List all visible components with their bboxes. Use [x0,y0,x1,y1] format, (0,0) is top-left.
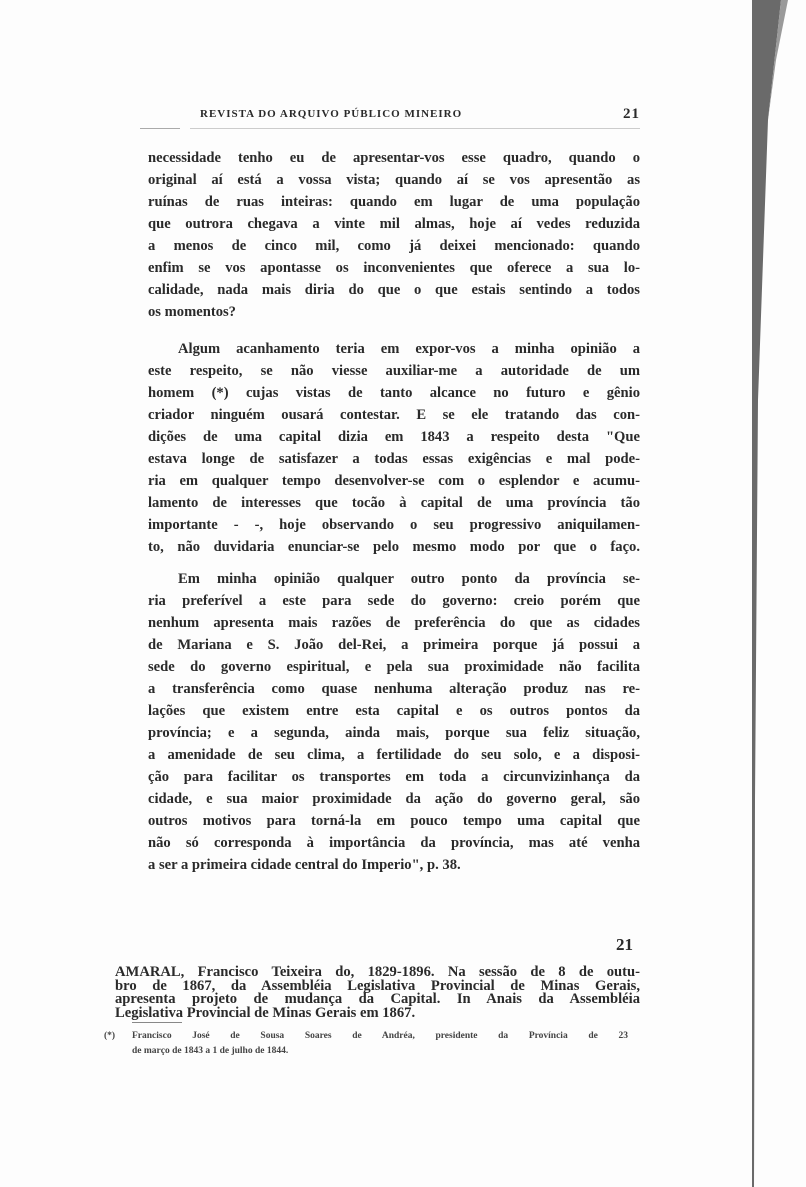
text-line: Legislativa Provincial de Minas Gerais em 1867. [115,1004,416,1021]
text-line: ria preferível a este para sede do governo: creio porém que [148,593,640,609]
footnote-mark: (*) [104,1031,116,1041]
text-line: dições de uma capital dizia em 1843 a respeito desta "Que [148,429,640,445]
text-line: enfim se vos apontasse os inconvenientes que oferece a sua lo- [148,260,640,276]
text-line: bro de 1867, da Assembléia Legislativa Provincial de Minas Gerais, [115,977,640,994]
header-rule [140,128,180,129]
text-line: província; e a segunda, ainda mais, porque sua feliz situação, [148,725,640,741]
page-number: 21 [623,106,640,122]
reference-entry [115,966,640,1020]
paragraph-2 [148,338,640,558]
text-line: ruínas de ruas inteiras: quando em lugar de uma população [148,194,640,210]
text-line: lações que existem entre esta capital e os outros pontos da [148,703,640,719]
footnote-rule [132,1022,182,1023]
header-rule [190,128,640,129]
text-line: a transferência como quase nenhuma alteração produz nas re- [148,681,640,697]
text-line: Em minha opinião qualquer outro ponto da província se- [178,571,640,587]
book-binding-shadow [746,0,806,1187]
text-line: a amenidade de seu clima, a fertilidade do seu solo, e a disposi- [148,747,640,763]
text-line: outros motivos para torná-la em pouco tempo uma capital que [148,813,640,829]
text-line: criador ninguém ousará contestar. E se ele tratando das con- [148,407,640,423]
text-line: apresenta projeto de mudança da Capital. In Anais da Assembléia [115,991,640,1007]
paragraph-3 [148,568,640,876]
text-line: que outrora chegava a vinte mil almas, hoje aí vedes reduzida [148,216,640,232]
text-line: os momentos? [148,304,236,320]
text-line: ção para facilitar os transportes em toda a circunvizinhança da [148,769,640,785]
text-line: ria em qualquer tempo desenvolver-se com o esplendor e acumu- [148,473,640,489]
text-line: sede do governo espiritual, e pela sua proximidade não facilita [148,659,640,675]
text-line: original aí está a vossa vista; quando aí se vos apresentão as [148,172,640,188]
footnote-line: Francisco José de Sousa Soares de Andréa, presidente da Província de 23 [132,1031,628,1041]
section-number: 21 [616,935,633,954]
text-line: lamento de interesses que tocão à capital de uma província tão [148,495,640,511]
text-line: importante - -, hoje observando o seu progressivo aniquilamen- [148,517,640,533]
footnote [132,1029,628,1059]
text-line: nenhum apresenta mais razões de preferência do que as cidades [148,615,640,631]
text-line: necessidade tenho eu de apresentar-vos esse quadro, quando o [148,150,640,166]
text-line: estava longe de satisfazer a todas essas exigências e mal pode- [148,451,640,467]
text-line: to, não duvidaria enunciar-se pelo mesmo modo por que o faço. [148,539,640,555]
text-line: a menos de cinco mil, como já deixei mencionado: quando [148,238,640,254]
text-line: a ser a primeira cidade central do Imperio", p. 38. [148,857,461,873]
paragraph-1 [148,147,640,323]
text-line: homem (*) cujas vistas de tanto alcance no futuro e gênio [148,385,640,401]
text-line: de Mariana e S. João del-Rei, a primeira porque já possui a [148,637,640,653]
text-line: este respeito, se não viesse auxiliar-me a autoridade de um [148,363,640,379]
text-line: Algum acanhamento teria em expor-vos a minha opinião a [178,341,640,357]
journal-title: REVISTA DO ARQUIVO PÚBLICO MINEIRO [200,108,463,120]
text-line: não só corresponda à importância da província, mas até venha [148,835,640,851]
text-line: calidade, nada mais diria do que o que estais sentindo a todos [148,282,640,298]
footnote-line: de março de 1843 a 1 de julho de 1844. [132,1046,289,1056]
text-line: AMARAL, Francisco Teixeira do, 1829-1896. Na sessão de 8 de outu- [115,964,640,980]
text-line: cidade, e sua maior proximidade da ação do governo geral, são [148,791,640,807]
running-header [200,108,640,128]
